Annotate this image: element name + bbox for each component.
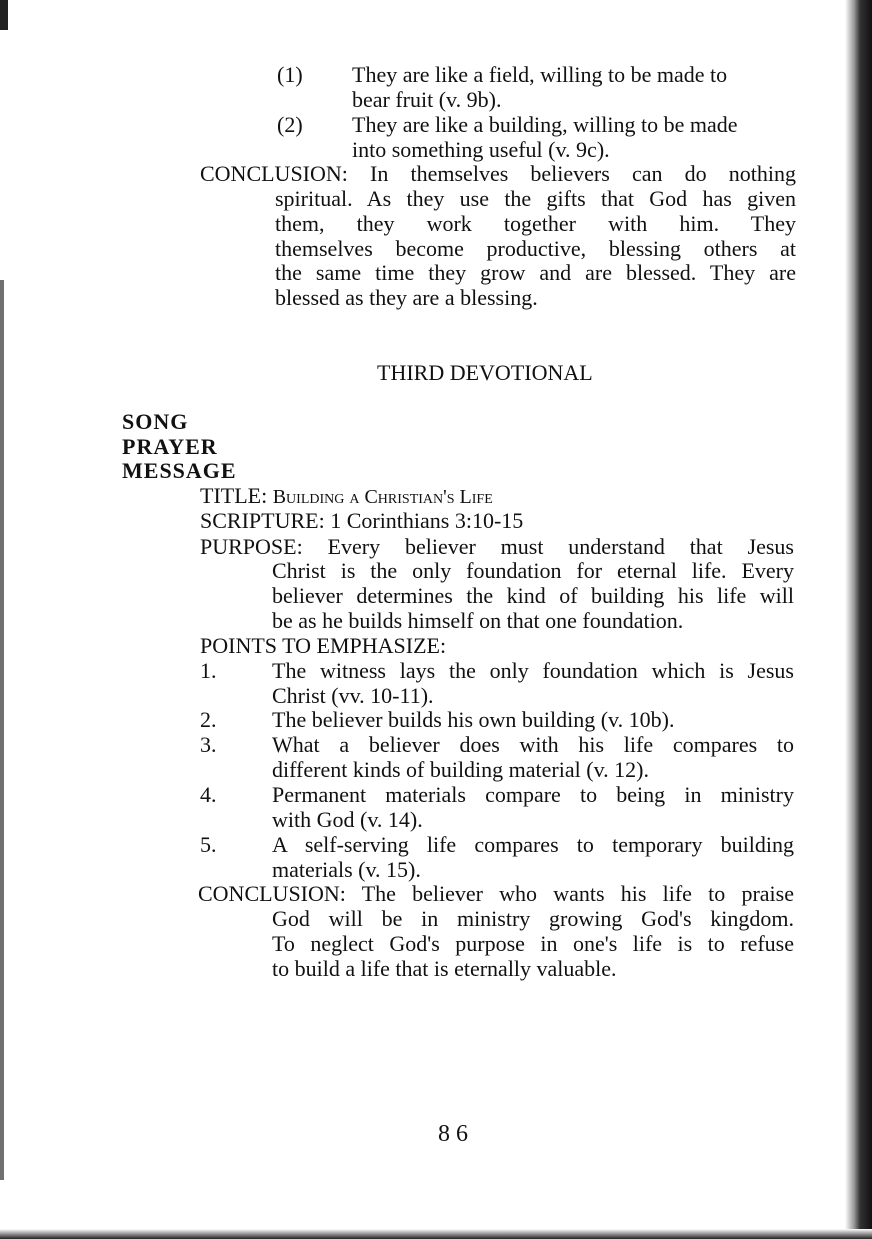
point-number: 4. xyxy=(200,782,217,807)
purpose-text: Christ is the only foundation for eternal life. Every xyxy=(272,558,794,583)
scan-mark xyxy=(0,0,8,30)
scan-edge-left xyxy=(0,280,4,1180)
point-text: Permanent materials compare to being in ministry xyxy=(272,782,794,807)
conclusion-text: spiritual. As they use the gifts that God has given xyxy=(275,186,796,211)
conclusion-text: to build a life that is eternally valuable. xyxy=(272,956,617,981)
purpose-text: PURPOSE: Every believer must understand that Jesus xyxy=(200,534,794,559)
page-number: 8 6 xyxy=(438,1121,468,1147)
point-text: They are like a building, willing to be made xyxy=(352,112,738,137)
points-heading: POINTS TO EMPHASIZE: xyxy=(200,633,447,658)
point-number: (1) xyxy=(277,62,303,87)
conclusion-text: God will be in ministry growing God's kingdom. xyxy=(272,906,794,931)
conclusion-text: CONCLUSION: The believer who wants his life to praise xyxy=(198,881,794,906)
title-value: Building a Christian's Life xyxy=(272,486,493,508)
point-number: 5. xyxy=(200,832,217,857)
conclusion-text: them, they work together with him. They xyxy=(275,211,796,236)
scripture-line: SCRIPTURE: 1 Corinthians 3:10-15 xyxy=(200,508,524,533)
heading-message: MESSAGE xyxy=(122,458,237,483)
point-text: Christ (vv. 10-11). xyxy=(272,683,434,708)
scan-edge-right xyxy=(812,0,872,1239)
heading-song: SONG xyxy=(122,409,189,434)
title-line xyxy=(200,483,493,510)
point-text: into something useful (v. 9c). xyxy=(352,137,610,162)
point-text: materials (v. 15). xyxy=(272,857,421,882)
point-text: bear fruit (v. 9b). xyxy=(352,87,502,112)
point-text: The believer builds his own building (v. 10b). xyxy=(272,707,675,732)
scan-edge-bottom xyxy=(0,1229,872,1239)
conclusion-text: the same time they grow and are blessed. They are xyxy=(275,260,796,285)
point-text: What a believer does with his life compares to xyxy=(272,732,794,757)
title-label: TITLE: xyxy=(200,483,268,508)
point-text: The witness lays the only foundation which is Jesus xyxy=(272,658,794,683)
point-number: 1. xyxy=(200,658,217,683)
section-title: THIRD DEVOTIONAL xyxy=(377,360,593,385)
conclusion-text: themselves become productive, blessing others at xyxy=(275,236,796,261)
point-text: different kinds of building material (v. 12). xyxy=(272,757,649,782)
point-number: 3. xyxy=(200,732,217,757)
point-number: 2. xyxy=(200,707,217,732)
point-text: They are like a field, willing to be made to xyxy=(352,62,728,87)
conclusion-text: blessed as they are a blessing. xyxy=(275,285,538,310)
point-text: A self-serving life compares to temporary building xyxy=(272,832,794,857)
conclusion-text: To neglect God's purpose in one's life is to refuse xyxy=(272,931,794,956)
point-text: with God (v. 14). xyxy=(272,807,423,832)
conclusion-text: CONCLUSION: In themselves believers can do nothing xyxy=(200,161,796,186)
purpose-text: believer determines the kind of building his life will xyxy=(272,583,794,608)
point-number: (2) xyxy=(277,112,303,137)
heading-prayer: PRAYER xyxy=(122,434,218,459)
purpose-text: be as he builds himself on that one foundation. xyxy=(272,608,684,633)
